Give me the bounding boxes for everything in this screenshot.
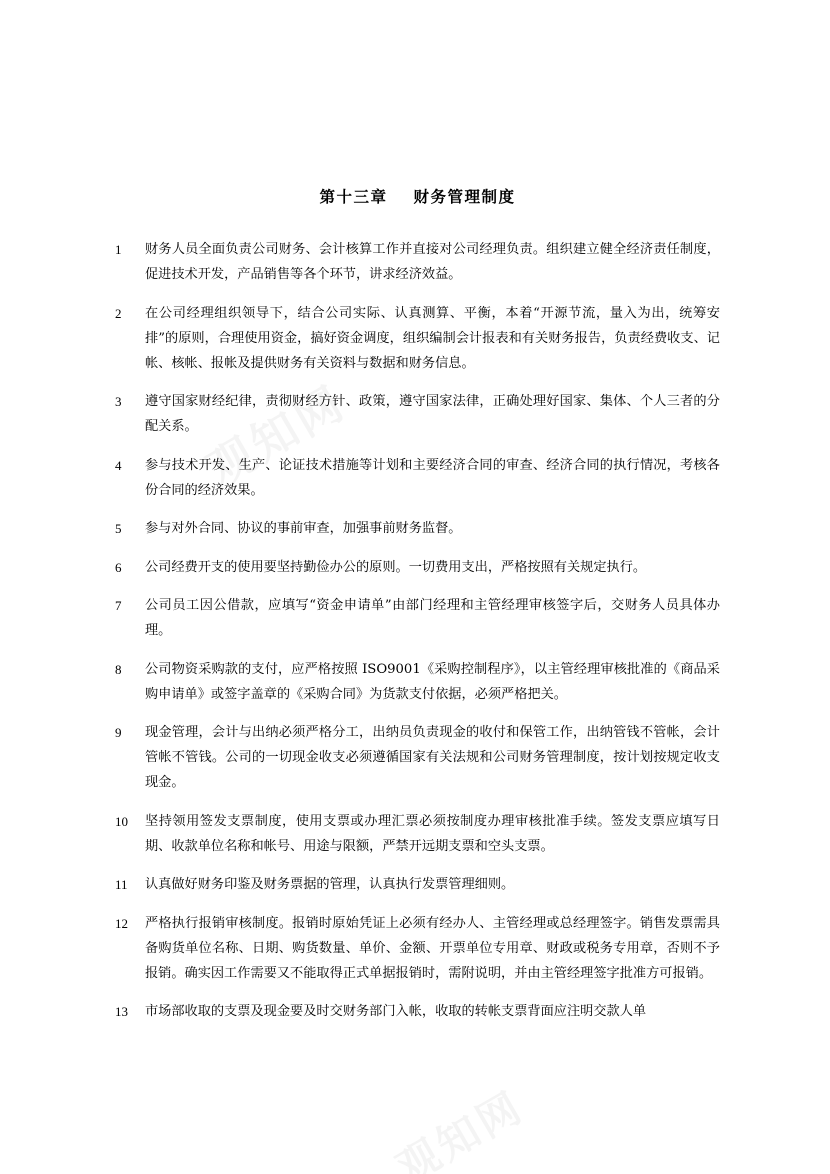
list-item	[115, 516, 720, 541]
list-item-text: 公司经费开支的使用要坚持勤俭办公的原则。一切费用支出，严格按照有关规定执行。	[145, 559, 647, 575]
list-item-text: 财务人员全面负责公司财务、会计核算工作并直接对公司经理负责。组织建立健全经济责任制度，促进技术开发，产品销售等各个环节，讲求经济效益。	[145, 242, 720, 282]
list-item-text: 遵守国家财经纪律，责彻财经方针、政策，遵守国家法律，正确处理好国家、集体、个人三者的分配关系。	[145, 394, 720, 434]
list-item	[115, 999, 720, 1024]
list-item-number: 2	[115, 305, 122, 321]
list-item	[115, 555, 720, 580]
list-item	[115, 237, 720, 287]
list-item	[115, 720, 720, 795]
list-item-number: 11	[115, 877, 128, 892]
list-item-text: 公司员工因公借款，应填写“资金申请单”由部门经理和主管经理审核签字后，交财务人员具体办理。	[145, 598, 720, 638]
list-item-text: 严格执行报销审核制度。报销时原始凭证上必须有经办人、主管经理或总经理签字。销售发票需具备购货单位名称、日期、购货数量、单价、金额、开票单位专用章、财政或税务专用章，否则不予报销。确实因工作需要又不能取得正式单据报销时，需附说明，并由主管经理签字批准方可报销。	[145, 915, 720, 981]
watermark-bottom	[384, 1075, 534, 1174]
list-item	[115, 809, 720, 859]
list-item-number: 8	[115, 661, 122, 677]
list-item-number: 5	[115, 521, 122, 536]
list-item-text: 参与技术开发、生产、论证技术措施等计划和主要经济合同的审查、经济合同的执行情况，考核各份合同的经济效果。	[145, 457, 720, 498]
list-item-text: 公司物资采购款的支付，应严格按照 ISO9001《采购控制程序》，以主管经理审核批准的《商品采购申请单》或签字盖章的《采购合同》为货款支付依据，必须严格把关。	[145, 661, 720, 702]
list-item-number: 3	[115, 394, 122, 409]
list-item	[115, 389, 720, 439]
title-chapter: 第十三章	[319, 188, 388, 206]
list-item-number: 1	[115, 242, 122, 257]
title-name: 财务管理制度	[413, 188, 516, 206]
list-item-number: 7	[115, 598, 122, 613]
list-item-number: 13	[115, 1004, 128, 1019]
list-item-text: 认真做好财务印鉴及财务票据的管理，认真执行发票管理细则。	[145, 877, 515, 892]
list-item	[115, 593, 720, 643]
list-item-text: 市场部收取的支票及现金要及时交财务部门入帐，收取的转帐支票背面应注明交款人单	[145, 1004, 647, 1019]
list-item	[115, 301, 720, 376]
list-item-number: 6	[115, 559, 122, 575]
document-content	[115, 185, 720, 1038]
list-item-number: 9	[115, 725, 122, 740]
list-item-text: 在公司经理组织领导下，结合公司实际、认真测算、平衡，本着“开源节流，量入为出，统筹安排”的原则，合理使用资金，搞好资金调度，组织编制会计报表和有关财务报告，负责经费收支、记帐、核帐、报帐及提供财务有关资料与数据和财务信息。	[145, 305, 720, 371]
list-item	[115, 453, 720, 503]
list-item	[115, 911, 720, 986]
list-item-number: 10	[115, 813, 128, 829]
page-title	[115, 185, 720, 207]
list-item-number: 4	[115, 457, 122, 473]
list-item	[115, 657, 720, 707]
list-item-number: 12	[115, 915, 128, 931]
list-item	[115, 872, 720, 897]
list-item-text: 坚持领用签发支票制度，使用支票或办理汇票必须按制度办理审核批准手续。签发支票应填写日期、收款单位名称和帐号、用途与限额，严禁开远期支票和空头支票。	[145, 813, 720, 854]
list-item-text: 参与对外合同、协议的事前审查，加强事前财务监督。	[145, 521, 462, 536]
list-item-text: 现金管理，会计与出纳必须严格分工，出纳员负责现金的收付和保管工作，出纳管钱不管帐，会计管帐不管钱。公司的一切现金收支必须遵循国家有关法规和公司财务管理制度，按计划按规定收支现金。	[145, 725, 720, 790]
